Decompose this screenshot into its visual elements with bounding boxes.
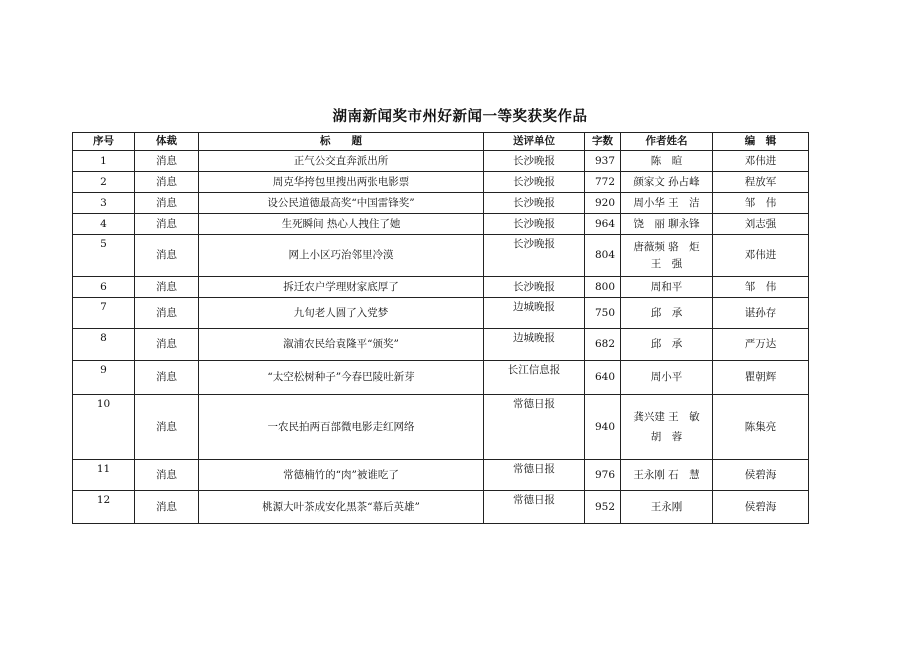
cell-authors xyxy=(621,460,713,491)
cell-authors xyxy=(621,193,713,214)
header-editor: 编 辑 xyxy=(713,133,809,151)
table-row xyxy=(73,151,809,172)
cell-words: 750 xyxy=(585,298,621,329)
cell-genre: 消息 xyxy=(135,298,199,329)
cell-authors xyxy=(621,491,713,524)
table-header-row xyxy=(73,133,809,151)
author-name: 龚兴建 王 敏 xyxy=(633,410,700,423)
cell-title: 设公民道德最高奖“中国雷锋奖” xyxy=(199,193,484,214)
page-title: 湖南新闻奖市州好新闻一等奖获奖作品 xyxy=(332,109,588,125)
cell-words: 772 xyxy=(585,172,621,193)
author-name: 邱 承 xyxy=(650,306,683,319)
cell-words: 804 xyxy=(585,235,621,277)
author-name: 周和平 xyxy=(650,280,683,293)
header-genre: 体裁 xyxy=(135,133,199,151)
cell-unit: 长沙晚报 xyxy=(484,151,585,172)
cell-title: 拆迁农户学理财家底厚了 xyxy=(199,277,484,298)
cell-title: 九旬老人圆了入党梦 xyxy=(199,298,484,329)
cell-words: 682 xyxy=(585,329,621,361)
cell-editor: 侯碧海 xyxy=(713,491,809,524)
cell-title: 网上小区巧治邻里冷漠 xyxy=(199,235,484,277)
cell-editor: 邓伟进 xyxy=(713,235,809,277)
cell-words: 964 xyxy=(585,214,621,235)
cell-editor: 瞿朝辉 xyxy=(713,361,809,395)
author-name: 胡 蓉 xyxy=(650,430,683,443)
author-name: 周小华 王 洁 xyxy=(633,196,700,209)
cell-authors xyxy=(621,329,713,361)
author-name: 饶 丽 聊永锋 xyxy=(633,217,700,230)
header-unit: 送评单位 xyxy=(484,133,585,151)
cell-editor: 陈集亮 xyxy=(713,395,809,460)
cell-words: 800 xyxy=(585,277,621,298)
header-no: 序号 xyxy=(73,133,135,151)
cell-authors xyxy=(621,214,713,235)
author-name: 王 强 xyxy=(650,257,683,270)
cell-editor: 侯碧海 xyxy=(713,460,809,491)
cell-no: 7 xyxy=(73,298,135,329)
cell-unit: 长沙晚报 xyxy=(484,277,585,298)
table-row xyxy=(73,235,809,277)
table-row xyxy=(73,172,809,193)
cell-genre: 消息 xyxy=(135,172,199,193)
author-name: 颜家文 孙占峰 xyxy=(633,175,700,188)
cell-no: 10 xyxy=(73,395,135,460)
cell-authors xyxy=(621,361,713,395)
author-name: 陈 暄 xyxy=(650,154,683,167)
cell-unit: 常德日报 xyxy=(484,460,585,491)
cell-editor: 程放军 xyxy=(713,172,809,193)
table-row xyxy=(73,193,809,214)
table-row xyxy=(73,329,809,361)
cell-no: 6 xyxy=(73,277,135,298)
author-name: 王永刚 石 慧 xyxy=(633,468,700,481)
cell-genre: 消息 xyxy=(135,277,199,298)
cell-no: 9 xyxy=(73,361,135,395)
cell-words: 976 xyxy=(585,460,621,491)
cell-title: 溆浦农民给袁隆平“颁奖” xyxy=(199,329,484,361)
author-name: 邱 承 xyxy=(650,338,683,350)
table-row xyxy=(73,298,809,329)
cell-authors xyxy=(621,395,713,460)
cell-title: 常德楠竹的“肉”被谁吃了 xyxy=(199,460,484,491)
cell-editor: 邓伟进 xyxy=(713,151,809,172)
cell-title: 一农民拍两百部微电影走红网络 xyxy=(199,395,484,460)
cell-authors xyxy=(621,298,713,329)
cell-editor: 谌孙存 xyxy=(713,298,809,329)
cell-words: 940 xyxy=(585,395,621,460)
author-name: 王永刚 xyxy=(650,500,683,513)
cell-no: 5 xyxy=(73,235,135,277)
cell-editor: 邹 伟 xyxy=(713,193,809,214)
award-table xyxy=(72,132,809,524)
cell-words: 952 xyxy=(585,491,621,524)
cell-no: 3 xyxy=(73,193,135,214)
cell-genre: 消息 xyxy=(135,151,199,172)
cell-unit: 边城晚报 xyxy=(484,298,585,329)
cell-no: 2 xyxy=(73,172,135,193)
cell-genre: 消息 xyxy=(135,235,199,277)
cell-title: “太空松树种子”今春巴陵吐新芽 xyxy=(199,361,484,395)
cell-no: 11 xyxy=(73,460,135,491)
table-row xyxy=(73,491,809,524)
table-row xyxy=(73,460,809,491)
cell-authors xyxy=(621,277,713,298)
cell-title: 周克华挎包里搜出两张电影票 xyxy=(199,172,484,193)
cell-unit: 常德日报 xyxy=(484,395,585,460)
author-name: 周小平 xyxy=(650,371,683,383)
cell-genre: 消息 xyxy=(135,329,199,361)
cell-title: 正气公交直奔派出所 xyxy=(199,151,484,172)
cell-genre: 消息 xyxy=(135,361,199,395)
cell-words: 937 xyxy=(585,151,621,172)
header-words: 字数 xyxy=(585,133,621,151)
cell-unit: 边城晚报 xyxy=(484,329,585,361)
cell-unit: 长沙晚报 xyxy=(484,193,585,214)
cell-no: 1 xyxy=(73,151,135,172)
header-title: 标 题 xyxy=(199,133,484,151)
cell-authors xyxy=(621,151,713,172)
cell-genre: 消息 xyxy=(135,395,199,460)
cell-no: 12 xyxy=(73,491,135,524)
cell-title: 生死瞬间 热心人拽住了她 xyxy=(199,214,484,235)
cell-unit: 长沙晚报 xyxy=(484,214,585,235)
table-row xyxy=(73,361,809,395)
header-authors: 作者姓名 xyxy=(621,133,713,151)
cell-title: 桃源大叶茶成安化黑茶“幕后英雄” xyxy=(199,491,484,524)
cell-editor: 刘志强 xyxy=(713,214,809,235)
cell-no: 4 xyxy=(73,214,135,235)
table-row xyxy=(73,395,809,460)
cell-words: 920 xyxy=(585,193,621,214)
cell-unit: 长沙晚报 xyxy=(484,235,585,277)
cell-editor: 严万达 xyxy=(713,329,809,361)
cell-no: 8 xyxy=(73,329,135,361)
cell-genre: 消息 xyxy=(135,193,199,214)
table-row xyxy=(73,277,809,298)
cell-authors xyxy=(621,172,713,193)
cell-genre: 消息 xyxy=(135,491,199,524)
cell-editor: 邹 伟 xyxy=(713,277,809,298)
table-row xyxy=(73,214,809,235)
cell-genre: 消息 xyxy=(135,460,199,491)
author-name: 唐薇频 骆 炬 xyxy=(633,240,700,253)
cell-unit: 长沙晚报 xyxy=(484,172,585,193)
cell-genre: 消息 xyxy=(135,214,199,235)
cell-words: 640 xyxy=(585,361,621,395)
cell-authors xyxy=(621,235,713,277)
cell-unit: 常德日报 xyxy=(484,491,585,524)
cell-unit: 长江信息报 xyxy=(484,361,585,395)
